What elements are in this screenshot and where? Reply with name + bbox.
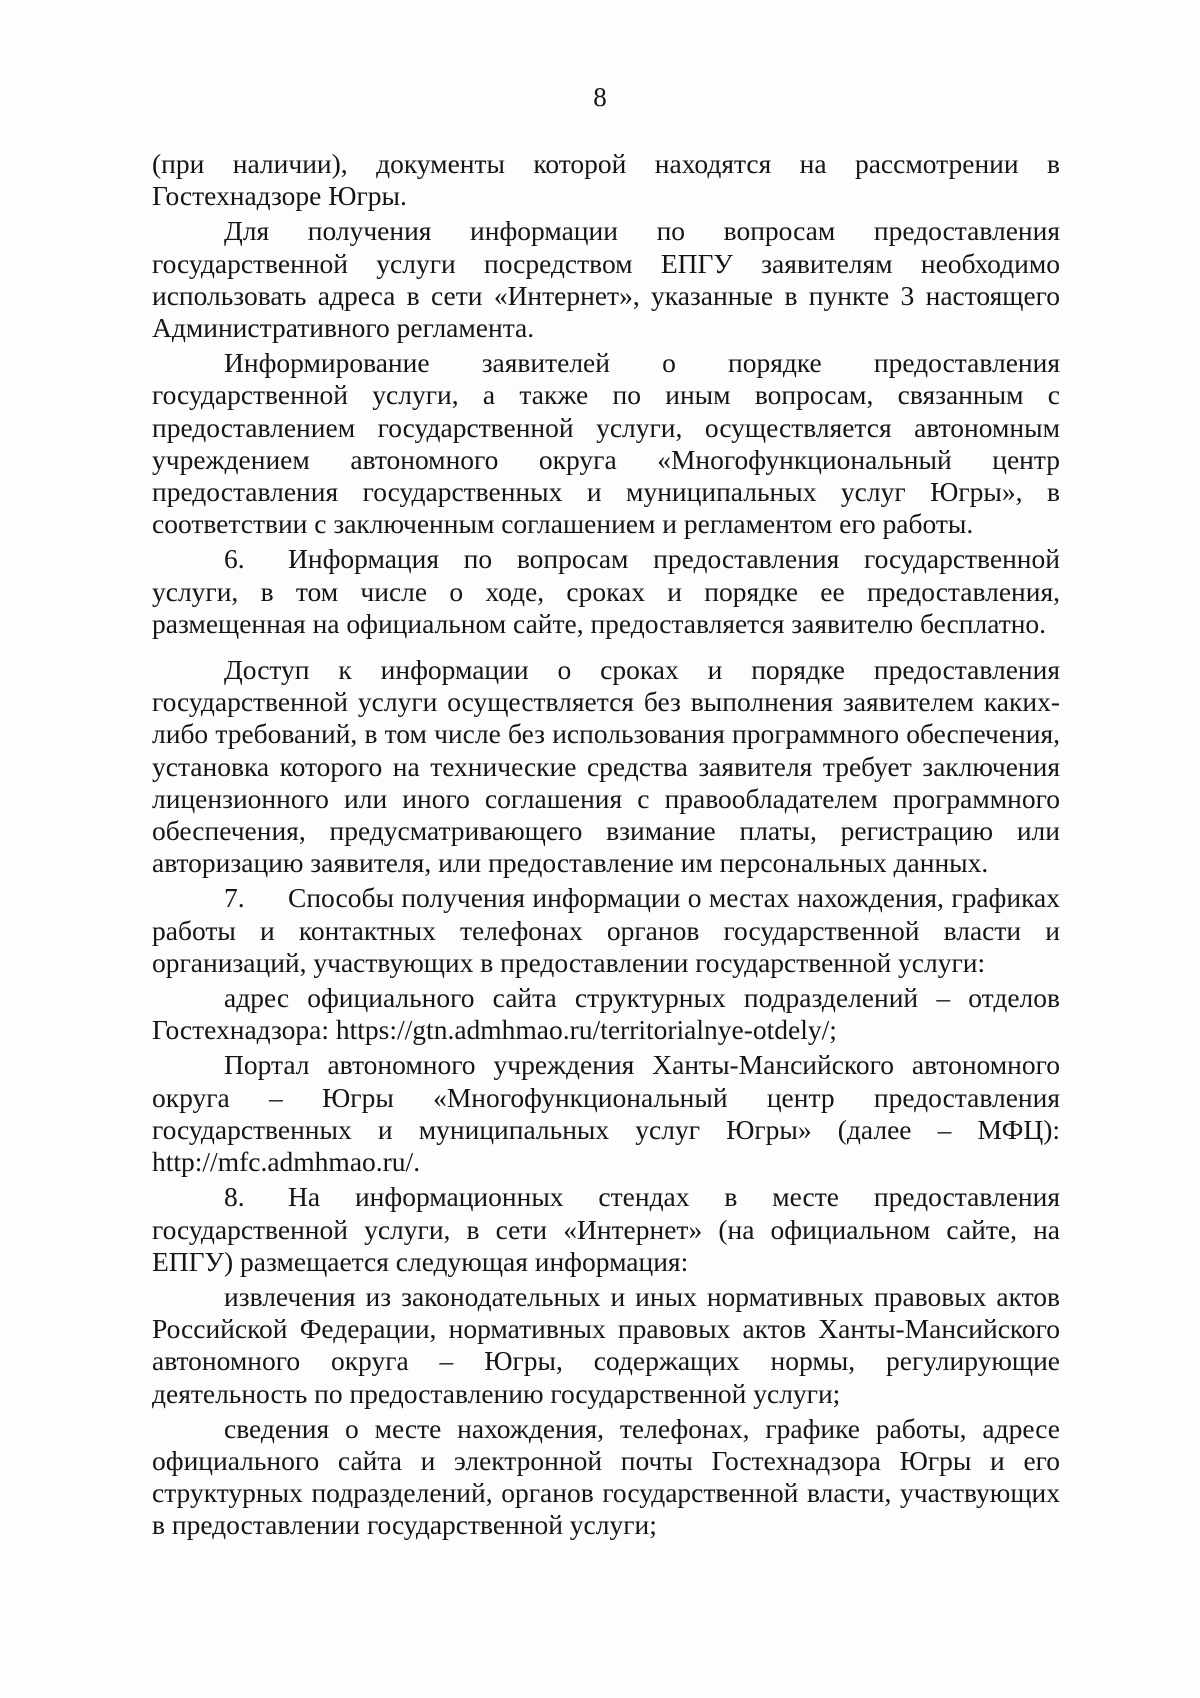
paragraph-continuation: (при наличии), документы которой находятся на рассмотрении в Гостехнадзоре Югры. [152,148,1060,212]
item-text: На информационных стендах в месте предоставления государственной услуги, в сети «Интернет» (на официальном сайте, на ЕПГУ) размещается следующая информация: [152,1181,1060,1277]
document-body [152,148,1060,1542]
paragraph-item-8 [152,1181,1060,1278]
paragraph-access-info: Доступ к информации о сроках и порядке предоставления государственной услуги осуществляется без выполнения заявителем каких-либо требований, в том числе без использования программного обеспечения, установка которого на технические средства заявителя требует заключения лицензионного или иного соглашения с правообладателем программного обеспечения, предусматривающего взимание платы, регистрацию или авторизацию заявителя, или предоставление им персональных данных. [152,654,1060,879]
paragraph-item-6 [152,543,1060,640]
page-number: 8 [593,82,607,112]
item-number: 6. [224,543,245,575]
item-text: Способы получения информации о местах нахождения, графиках работы и контактных телефонах органов государственной власти и организаций, участвующих в предоставлении государственной услуги: [152,882,1060,978]
paragraph-epgu-info: Для получения информации по вопросам предоставления государственной услуги посредством ЕПГУ заявителям необходимо использовать адреса в сети «Интернет», указанные в пункте 3 настоящего Административного регламента. [152,215,1060,344]
paragraph-legal-extracts: извлечения из законодательных и иных нормативных правовых актов Российской Федерации, нормативных правовых актов Ханты-Мансийского автономного округа – Югры, содержащих нормы, регулирующие деятельность по предоставлению государственной услуги; [152,1280,1060,1409]
item-number: 8. [224,1181,245,1213]
paragraph-gostekhnadzor-site: адрес официального сайта структурных подразделений – отделов Гостехнадзора: https://gtn.admhmao.ru/territorialnye-otdely/; [152,982,1060,1046]
paragraph-contact-details: сведения о месте нахождения, телефонах, графике работы, адресе официального сайта и электронной почты Гостехнадзора Югры и его структурных подразделений, органов государственной власти, участвующих в предоставлении государственной услуги; [152,1412,1060,1541]
paragraph-mfc-portal: Портал автономного учреждения Ханты-Мансийского автономного округа – Югры «Многофункциональный центр предоставления государственных и муниципальных услуг Югры» (далее – МФЦ): http://mfc.admhmao.ru/. [152,1049,1060,1178]
paragraph-item-7 [152,882,1060,979]
item-number: 7. [224,882,245,914]
paragraph-mfc-informing: Информирование заявителей о порядке предоставления государственной услуги, а также по иным вопросам, связанным с предоставлением государственной услуги, осуществляется автономным учреждением автономного округа «Многофункциональный центр предоставления государственных и муниципальных услуг Югры», в соответствии с заключенным соглашением и регламентом его работы. [152,347,1060,540]
item-text: Информация по вопросам предоставления государственной услуги, в том числе о ходе, сроках и порядке ее предоставления, размещенная на официальном сайте, предоставляется заявителю бесплатно. [152,543,1060,639]
